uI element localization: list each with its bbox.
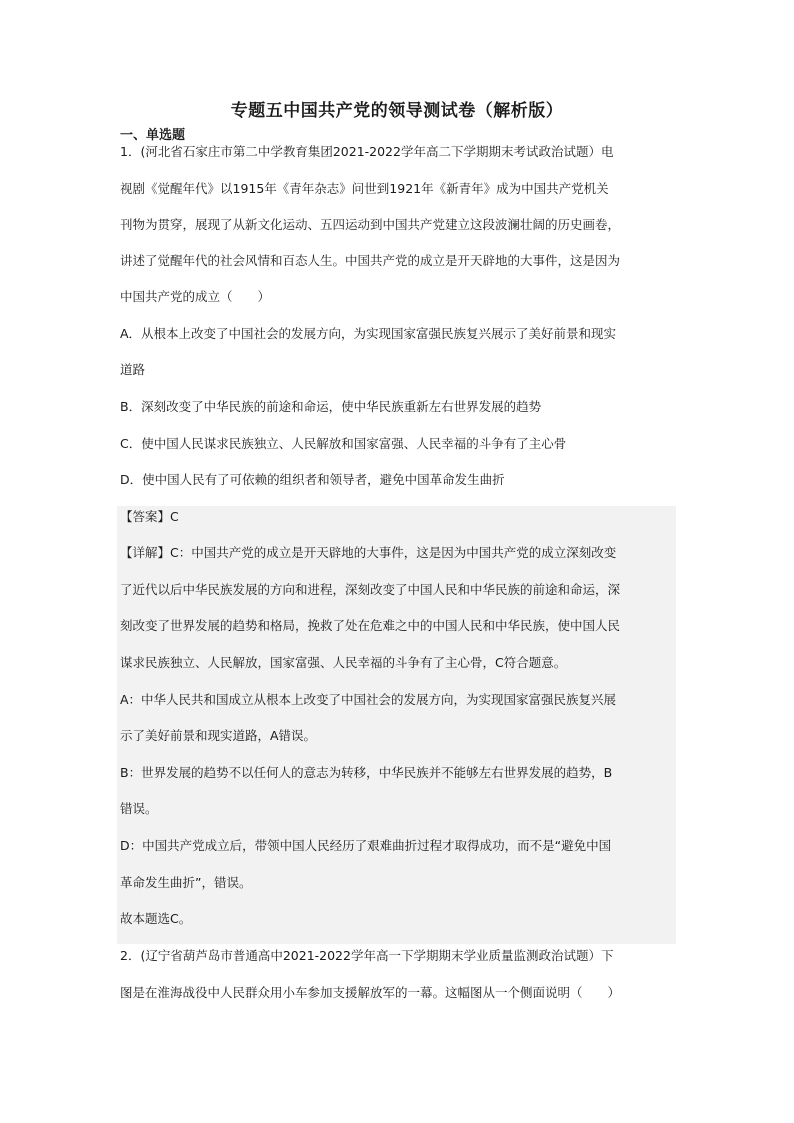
q1-analysis-line: 了近代以后中华民族发展的方向和进程，深刻改变了中国人民和中华民族的前途和命运，深 bbox=[120, 582, 621, 597]
q1-text-line: 刊物为贯穿，展现了从新文化运动、五四运动到中国共产党建立这段波澜壮阔的历史画卷， bbox=[120, 217, 621, 232]
q1-analysis-line: 刻改变了世界发展的趋势和格局，挽救了处在危难之中的中国人民和中华民族，使中国人民 bbox=[120, 618, 621, 633]
q1-answer: 【答案】C bbox=[120, 509, 179, 524]
q2-text-line: 2．(辽宁省葫芦岛市普通高中2021-2022学年高一下学期期末学业质量监测政治试题）下 bbox=[120, 948, 614, 963]
q1-analysis-line: 示了美好前景和现实道路，A错误。 bbox=[120, 728, 317, 743]
q2-text-line: 图是在淮海战役中人民群众用小车参加支援解放军的一幕。这幅图从一个侧面说明（ ） bbox=[120, 985, 621, 1000]
q1-text-line: 讲述了觉醒年代的社会风情和百态人生。中国共产党的成立是开天辟地的大事件，这是因为 bbox=[120, 253, 621, 268]
page-title: 专题五中国共产党的领导测试卷（解析版） bbox=[230, 101, 564, 121]
q1-analysis-line: 错误。 bbox=[120, 801, 158, 816]
q1-conclusion: 故本题选C。 bbox=[120, 911, 192, 926]
q1-analysis-line: D：中国共产党成立后，带领中国人民经历了艰难曲折过程才取得成功，而不是“避免中国 bbox=[120, 838, 612, 853]
q1-option-a-cont: 道路 bbox=[120, 362, 146, 377]
q1-option-d: D．使中国人民有了可依赖的组织者和领导者，避免中国革命发生曲折 bbox=[120, 472, 505, 487]
q1-option-a: A．从根本上改变了中国社会的发展方向，为实现国家富强民族复兴展示了美好前景和现实 bbox=[120, 326, 617, 341]
q1-analysis-line: B：世界发展的趋势不以任何人的意志为转移，中华民族并不能够左右世界发展的趋势，B bbox=[120, 765, 613, 780]
q1-text-line: 视剧《觉醒年代》以1915年《青年杂志》问世到1921年《新青年》成为中国共产党机关 bbox=[120, 181, 609, 196]
q1-analysis-line: A：中华人民共和国成立从根本上改变了中国社会的发展方向，为实现国家富强民族复兴展 bbox=[120, 692, 617, 707]
q1-analysis-line: 谋求民族独立、人民解放，国家富强、人民幸福的斗争有了主心骨，C符合题意。 bbox=[120, 655, 567, 670]
q1-text-line: 中国共产党的成立（ ） bbox=[120, 289, 271, 304]
q1-option-b: B．深刻改变了中华民族的前途和命运，使中华民族重新左右世界发展的趋势 bbox=[120, 399, 542, 414]
q1-analysis-line: 【详解】C：中国共产党的成立是开天辟地的大事件，这是因为中国共产党的成立深刻改变 bbox=[120, 545, 617, 560]
q1-text-line: 1．(河北省石家庄市第二中学教育集团2021-2022学年高二下学期期末考试政治试题）电 bbox=[120, 144, 614, 159]
q1-option-c: C．使中国人民谋求民族独立、人民解放和国家富强、人民幸福的斗争有了主心骨 bbox=[120, 436, 567, 451]
section-heading: 一、单选题 bbox=[120, 128, 186, 143]
q1-analysis-line: 革命发生曲折”，错误。 bbox=[120, 875, 252, 890]
